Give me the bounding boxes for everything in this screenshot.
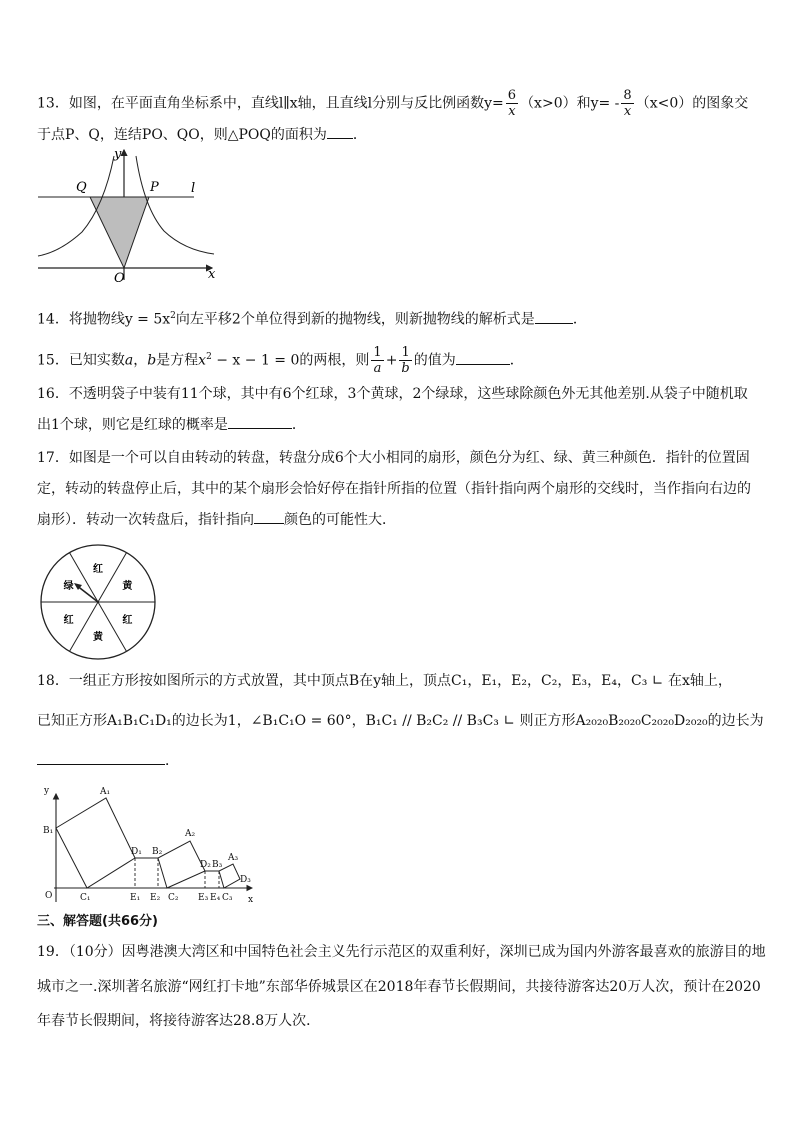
q15-fraction-1-over-b: $\frac{1}{b}$ [401, 345, 410, 376]
answer-blank [228, 414, 292, 429]
label-a3: A₃ [228, 853, 239, 863]
q19-line2: 城市之一.深圳著名旅游“网红打卡地”东部华侨城景区在2018年春节长假期间，共接待游客达20万人次，预计在2020 [37, 979, 761, 995]
q16-line2: 出1个球，则它是红球的概率是 ． [37, 414, 306, 435]
q13-fraction-8-over-x: $\frac{8}{x}$ [623, 88, 632, 119]
sector-label: 黄 [93, 632, 103, 643]
label-e4: E₄ [210, 893, 221, 903]
q13-fraction-6-over-x: $\frac{6}{x}$ [507, 88, 517, 119]
label-p: P [150, 180, 159, 195]
answer-blank [535, 309, 573, 324]
section-heading: 三、解答题(共66分) [37, 914, 158, 929]
q18-line3: ． [37, 750, 179, 771]
label-a1: A₁ [100, 787, 111, 797]
answer-blank [327, 124, 353, 139]
label-a2: A₂ [185, 829, 196, 839]
label-l: l [191, 181, 196, 196]
label-c2: C₂ [168, 893, 179, 903]
q19-line3: 年春节长假期间，将接待游客达28.8万人次． [37, 1013, 321, 1029]
label-o: O [45, 891, 53, 901]
q13-line2: 于点P、Q，连结PO、QO，则△POQ的面积为 ． [37, 124, 367, 145]
square-2 [158, 841, 205, 888]
q16-line1: 16．不透明袋子中装有11个球，其中有6个红球，3个黄球，2个绿球，这些球除颜色外无其他差别.从袋子中随机取 [37, 386, 748, 402]
sector-divider [70, 602, 99, 651]
sector-label: 绿 [63, 581, 74, 592]
q18-line2: 已知正方形A₁B₁C₁D₁的边长为1，∠B₁C₁O = 60°，B₁C₁ // B₂C₂ // B₃C₃ ∟ 则正方形A₂₀₂₀B₂₀₂₀C₂₀₂₀D₂₀₂₀的边长为 [37, 713, 764, 729]
label-b1: B₁ [43, 826, 54, 836]
label-c3: C₃ [222, 893, 233, 903]
label-d2: D₂ [200, 860, 211, 870]
q13-figure [36, 146, 220, 282]
answer-blank [456, 350, 510, 365]
label-d3: D₃ [240, 875, 251, 885]
q17-line3: 扇形）．转动一次转盘后，指针指向 颜色的可能性大． [37, 509, 396, 530]
label-q: Q [76, 180, 87, 195]
label-e3: E₃ [198, 893, 209, 903]
sector-divider [98, 553, 127, 602]
label-e2: E₂ [150, 893, 161, 903]
sector-divider [70, 553, 99, 602]
q17-line2: 定，转动的转盘停止后，其中的某个扇形会恰好停在指针所指的位置（指针指向两个扇形的交线时，当作指向右边的 [37, 481, 751, 497]
q14-line: 14．将抛物线$y = 5x^2$向左平移2个单位得到新的抛物线，则新抛物线的解析式是 ． [37, 306, 587, 330]
label-c1: C₁ [80, 893, 91, 903]
label-b3: B₃ [212, 860, 223, 870]
q18-line1: 18．一组正方形按如图所示的方式放置，其中顶点B在y轴上，顶点C₁，E₁，E₂，C₂，E₃，E₄，C₃ ∟ 在x轴上， [37, 673, 732, 689]
q17-line1: 17．如图是一个可以自由转动的转盘，转盘分成6个大小相同的扇形，颜色分为红、绿、黄三种颜色．指针的位置固 [37, 450, 750, 466]
q18-squares-figure [40, 784, 260, 910]
label-d1: D₁ [131, 847, 142, 857]
square-1 [56, 798, 135, 888]
q15-fraction-1-over-a: $\frac{1}{a}$ [373, 345, 382, 376]
hyperbola-right [136, 156, 214, 254]
q13-line1: 13．如图，在平面直角坐标系中，直线l∥x轴，且直线l分别与反比例函数y= $\frac{6}{x}$ （x>0）和y= - $\frac{8}{x}$ （x<0）的图象交 [37, 88, 749, 119]
label-b2: B₂ [152, 847, 163, 857]
label-x: x [248, 895, 254, 905]
sector-label: 红 [122, 615, 133, 626]
label-x: x [208, 267, 216, 282]
q19-line1: 19．（10分）因粤港澳大湾区和中国特色社会主义先行示范区的双重利好，深圳已成为国内外游客最喜欢的旅游目的地 [37, 944, 766, 960]
spinner-figure [38, 542, 158, 662]
sector-label: 红 [63, 615, 74, 626]
answer-blank [254, 509, 284, 524]
label-y: y [44, 786, 50, 796]
sector-label: 红 [93, 564, 103, 575]
sector-divider [98, 602, 127, 651]
sector-label: 黄 [122, 581, 133, 592]
label-y: y [114, 147, 122, 162]
q15-line: 15．已知实数a，b是方程$x^2 - x - 1 = 0$的两根，则 $\frac{1}{a}$ + $\frac{1}{b}$ 的值为 ． [37, 345, 524, 376]
label-o: O [114, 271, 125, 282]
triangle-poq [90, 197, 149, 268]
answer-blank [37, 750, 165, 765]
label-e1: E₁ [130, 893, 141, 903]
